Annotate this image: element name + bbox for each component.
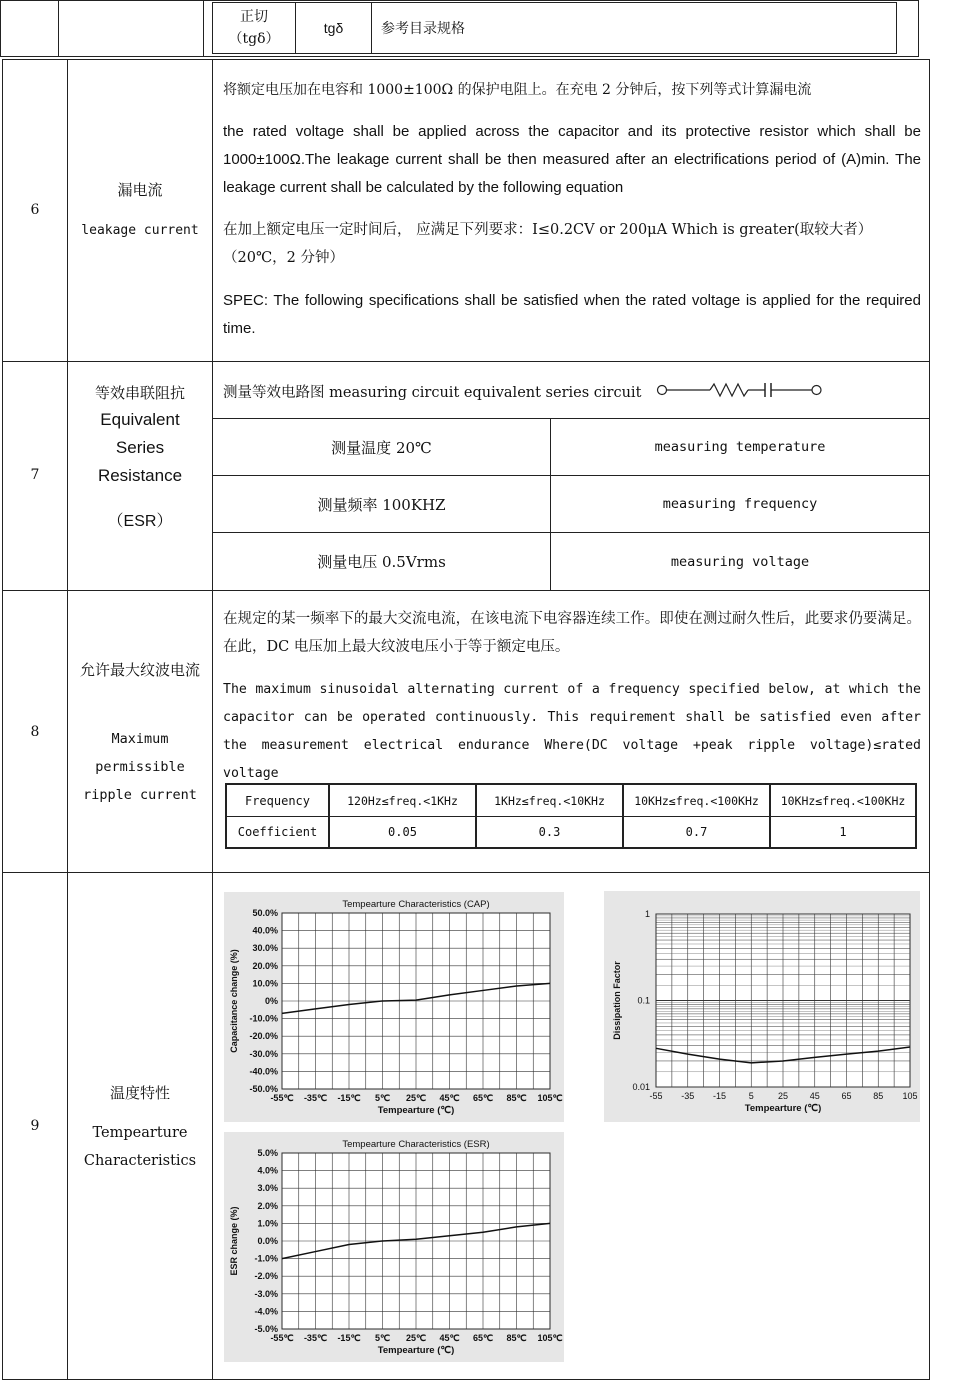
y-tick-label: 0% [264, 996, 278, 1006]
ripple-desc-cn: 在规定的某一频率下的最大交流电流，在该电流下电容器连续工作。即使在测过耐久性后，此要求仍要满足。在此，DC 电压加上最大纹波电压小于等于额定电压。 [223, 611, 921, 655]
df-chart-svg [604, 891, 920, 1122]
x-tick-label: 5℃ [374, 1093, 391, 1103]
leakage-spec-en: SPEC: The following specifications shall be satisfied when the rated voltage is applied for the required time. [223, 292, 921, 337]
coefficient-header-label: Coefficient [237, 825, 318, 839]
row-number: 9 [30, 1118, 40, 1134]
y-tick-label: 1 [644, 909, 650, 919]
coefficient-value: 0.7 [685, 825, 708, 839]
item-name-en-1: Equivalent [100, 410, 180, 429]
y-tick-label: -5.0% [254, 1324, 278, 1334]
leakage-requirement-cn: 在加上额定电压一定时间后， 应满足下列要求：I≤0.2CV or 200μA Which is greater(取较大者）（20℃，2 分钟） [223, 222, 873, 266]
measure-temp-en: measuring temperature [654, 439, 826, 455]
freq-header-label: Frequency [244, 793, 311, 808]
item-name-en-3: Resistance [97, 466, 183, 485]
y-tick-label: 20.0% [252, 960, 278, 971]
series-circuit-icon [655, 380, 825, 400]
y-tick-label: 0.01 [632, 1082, 650, 1092]
y-tick-label: 4.0% [257, 1165, 278, 1176]
measure-freq-en: measuring frequency [662, 496, 818, 512]
y-tick-label: -3.0% [254, 1288, 278, 1299]
x-tick-label: -35℃ [303, 1333, 328, 1343]
measure-voltage-cn: 测量电压 0.5Vrms [317, 553, 446, 571]
y-tick-label: -4.0% [254, 1306, 278, 1317]
item-name-en-3: ripple current [83, 787, 197, 803]
item-name-en-4: （ESR） [107, 513, 173, 530]
row-number: 7 [30, 467, 40, 483]
cap-temperature-chart [224, 892, 564, 1122]
x-tick-label: 85℃ [506, 1333, 527, 1343]
row-number: 6 [30, 202, 40, 218]
item-name-en-2: Series [115, 438, 165, 457]
measure-freq-cn: 测量频率 100KHZ [317, 495, 446, 514]
df-temperature-chart [604, 891, 920, 1122]
x-tick-label: 105℃ [537, 1333, 563, 1343]
x-tick-label: 5℃ [374, 1333, 391, 1343]
x-tick-label: 85 [873, 1091, 884, 1101]
freq-range: 10KHz≤freq.<100KHz [634, 793, 759, 808]
x-tick-label: -15℃ [337, 1093, 361, 1103]
coefficient-value: 1 [839, 825, 847, 839]
y-tick-label: 0.1 [637, 995, 650, 1006]
coefficient-value: 0.3 [538, 825, 561, 839]
y-tick-label: 0.0% [257, 1236, 278, 1246]
x-tick-label: 105℃ [537, 1093, 563, 1103]
y-axis-label: Dissipation Factor [612, 961, 622, 1040]
x-tick-label: 65℃ [472, 1333, 494, 1343]
measure-voltage-en: measuring voltage [670, 553, 810, 570]
x-tick-label: 45℃ [439, 1093, 460, 1103]
y-tick-label: 5.0% [257, 1148, 278, 1158]
leakage-desc-cn: 将额定电压加在电容和 1000±100Ω 的保护电阻上。在充电 2 分钟后，按下列等式计算漏电流 [223, 82, 812, 98]
y-tick-label: -50.0% [249, 1084, 278, 1094]
x-tick-label: 25℃ [405, 1093, 427, 1103]
esr-chart-svg [224, 1132, 564, 1362]
leakage-desc-en: the rated voltage shall be applied across the capacitor and its protective resistor which shall be 1000±100Ω.The leakage current shall be then measured after an electrifications period of (A)min. The leakage current shall be calculated by the following equation [223, 123, 921, 196]
esr-temperature-chart [224, 1132, 564, 1362]
y-tick-label: -10.0% [249, 1013, 278, 1024]
header-tangent-label: 正切 （tgδ） [228, 9, 280, 47]
item-name-en-1: Tempearture [92, 1125, 188, 1141]
y-axis-label: ESR change (%) [229, 1206, 239, 1276]
x-tick-label: -35℃ [303, 1093, 328, 1103]
measure-temp-cn: 测量温度 20℃ [331, 438, 432, 457]
item-name-en-1: Maximum [111, 731, 169, 747]
y-tick-label: 40.0% [252, 925, 278, 936]
x-tick-label: -15℃ [337, 1333, 361, 1343]
x-tick-label: 85℃ [506, 1093, 527, 1103]
x-tick-label: 5 [748, 1091, 754, 1101]
x-tick-label: -55 [649, 1091, 663, 1101]
y-tick-label: 1.0% [257, 1218, 278, 1229]
x-tick-label: -55℃ [270, 1333, 294, 1343]
y-tick-label: 2.0% [257, 1200, 278, 1211]
chart-title: Tempearture Characteristics (ESR) [342, 1139, 490, 1150]
item-name-en-2: permissible [95, 759, 185, 775]
item-name-cn: 允许最大纹波电流 [79, 661, 200, 679]
x-axis-label: Tempearture (℃) [377, 1345, 455, 1356]
ripple-desc-en: The maximum sinusoidal alternating current of a frequency specified below, at which the capacitor can be operated continuously. This requirement shall be satisfied even after the measurement electrical endurance Where(DC voltage +peak ripple voltage)≤rated voltage [223, 682, 921, 781]
item-name-cn: 漏电流 [117, 181, 163, 199]
y-tick-label: 10.0% [252, 978, 278, 989]
y-axis-label: Capacitance change (%) [229, 949, 239, 1053]
item-name-en-2: Characteristics [83, 1153, 197, 1169]
y-tick-label: 30.0% [252, 943, 278, 954]
item-name-en: leakage current [81, 223, 199, 238]
x-tick-label: 45℃ [439, 1333, 460, 1343]
x-axis-label: Tempearture (℃) [377, 1105, 455, 1116]
freq-range: 10KHz≤freq.<100KHz [780, 793, 906, 808]
x-tick-label: 45 [809, 1091, 820, 1101]
y-tick-label: -20.0% [249, 1031, 278, 1042]
coefficient-value: 0.05 [388, 825, 417, 839]
x-tick-label: 105 [902, 1091, 918, 1101]
x-tick-label: -55℃ [270, 1093, 294, 1103]
freq-range: 1KHz≤freq.<10KHz [494, 793, 605, 808]
chart-title: Tempearture Characteristics (CAP) [342, 899, 490, 910]
y-tick-label: 3.0% [257, 1183, 278, 1194]
x-axis-label: Tempearture (℃) [744, 1103, 822, 1114]
circuit-label: 测量等效电路图 measuring circuit equivalent series circuit [223, 385, 642, 401]
item-name-cn: 温度特性 [109, 1084, 170, 1102]
y-tick-label: -30.0% [249, 1048, 278, 1059]
x-tick-label: -35 [681, 1091, 695, 1101]
x-tick-label: 25 [777, 1091, 789, 1101]
y-tick-label: -1.0% [254, 1253, 278, 1264]
header-reference-spec: 参考目录规格 [381, 21, 465, 37]
x-tick-label: 65 [841, 1091, 852, 1101]
row-number: 8 [30, 724, 40, 740]
y-tick-label: 50.0% [252, 908, 278, 918]
cap-chart-svg [224, 892, 564, 1122]
freq-range: 120Hz≤freq.<1KHz [347, 793, 458, 808]
x-tick-label: -15 [712, 1091, 727, 1101]
y-tick-label: -40.0% [249, 1066, 278, 1077]
x-tick-label: 25℃ [405, 1333, 427, 1343]
header-tgd-symbol: tgδ [323, 20, 344, 36]
x-tick-label: 65℃ [472, 1093, 494, 1103]
y-tick-label: -2.0% [254, 1271, 278, 1282]
item-name-cn: 等效串联阻抗 [94, 384, 185, 402]
